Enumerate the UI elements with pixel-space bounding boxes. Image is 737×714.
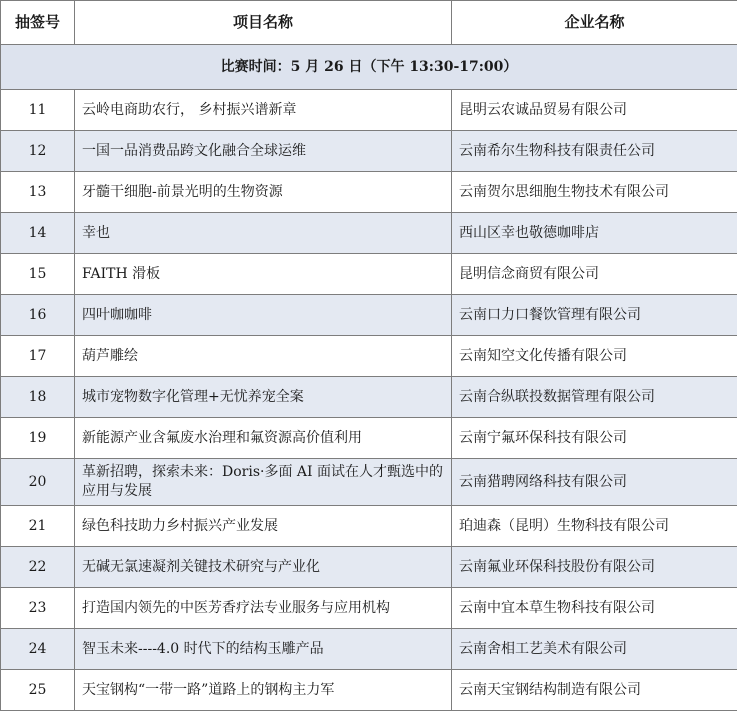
row-number: 22 (1, 547, 75, 588)
row-company: 云南舍相工艺美术有限公司 (452, 629, 737, 670)
table-row (1, 629, 737, 670)
table-row (1, 172, 737, 213)
row-number: 20 (1, 459, 75, 506)
row-number: 19 (1, 418, 75, 459)
row-company: 云南口力口餐饮管理有限公司 (452, 295, 737, 336)
row-company: 昆明信念商贸有限公司 (452, 254, 737, 295)
table-row (1, 131, 737, 172)
row-project: 葫芦雕绘 (75, 336, 452, 377)
row-number: 14 (1, 213, 75, 254)
row-company: 云南宁氟环保科技有限公司 (452, 418, 737, 459)
row-project: 云岭电商助农行， 乡村振兴谱新章 (75, 90, 452, 131)
session-time: 比赛时间：5 月 26 日（下午 13:30-17:00） (1, 45, 737, 90)
table-row (1, 295, 737, 336)
table-row (1, 506, 737, 547)
row-company: 云南天宝钢结构制造有限公司 (452, 670, 737, 711)
row-company: 云南猎聘网络科技有限公司 (452, 459, 737, 506)
row-company: 云南氟业环保科技股份有限公司 (452, 547, 737, 588)
row-project: 绿色科技助力乡村振兴产业发展 (75, 506, 452, 547)
row-number: 13 (1, 172, 75, 213)
table-row (1, 213, 737, 254)
row-number: 11 (1, 90, 75, 131)
row-number: 24 (1, 629, 75, 670)
row-project: 牙髓干细胞-前景光明的生物资源 (75, 172, 452, 213)
row-number: 18 (1, 377, 75, 418)
table-row (1, 254, 737, 295)
row-company: 云南中宜本草生物科技有限公司 (452, 588, 737, 629)
row-number: 16 (1, 295, 75, 336)
row-company: 云南合纵联投数据管理有限公司 (452, 377, 737, 418)
row-number: 15 (1, 254, 75, 295)
header-company: 企业名称 (452, 1, 737, 45)
table-row (1, 670, 737, 711)
row-number: 23 (1, 588, 75, 629)
row-project: 幸也 (75, 213, 452, 254)
table-row (1, 336, 737, 377)
table-row (1, 588, 737, 629)
row-number: 25 (1, 670, 75, 711)
row-project: FAITH 滑板 (75, 254, 452, 295)
row-project: 城市宠物数字化管理+无忧养宠全案 (75, 377, 452, 418)
row-number: 17 (1, 336, 75, 377)
row-project: 打造国内领先的中医芳香疗法专业服务与应用机构 (75, 588, 452, 629)
row-company: 云南希尔生物科技有限责任公司 (452, 131, 737, 172)
row-company: 云南知空文化传播有限公司 (452, 336, 737, 377)
row-company: 西山区幸也敬德咖啡店 (452, 213, 737, 254)
table-row (1, 547, 737, 588)
row-project: 一国一品消费品跨文化融合全球运维 (75, 131, 452, 172)
header-number: 抽签号 (1, 1, 75, 45)
row-company: 昆明云农诚品贸易有限公司 (452, 90, 737, 131)
row-project: 智玉未来----4.0 时代下的结构玉雕产品 (75, 629, 452, 670)
row-number: 21 (1, 506, 75, 547)
table-row (1, 377, 737, 418)
row-company: 珀迪森（昆明）生物科技有限公司 (452, 506, 737, 547)
row-project: 革新招聘，探索未来：Doris·多面 AI 面试在人才甄选中的应用与发展 (75, 459, 452, 506)
table-row (1, 418, 737, 459)
header-project: 项目名称 (75, 1, 452, 45)
header-row (1, 1, 737, 45)
row-project: 新能源产业含氟废水治理和氟资源高价值利用 (75, 418, 452, 459)
session-row (1, 45, 737, 90)
table-row (1, 459, 737, 506)
row-company: 云南贺尔思细胞生物技术有限公司 (452, 172, 737, 213)
row-project: 天宝钢构“一带一路”道路上的钢构主力军 (75, 670, 452, 711)
row-project: 无碱无氯速凝剂关键技术研究与产业化 (75, 547, 452, 588)
table-row (1, 90, 737, 131)
row-project: 四叶咖咖啡 (75, 295, 452, 336)
row-number: 12 (1, 131, 75, 172)
